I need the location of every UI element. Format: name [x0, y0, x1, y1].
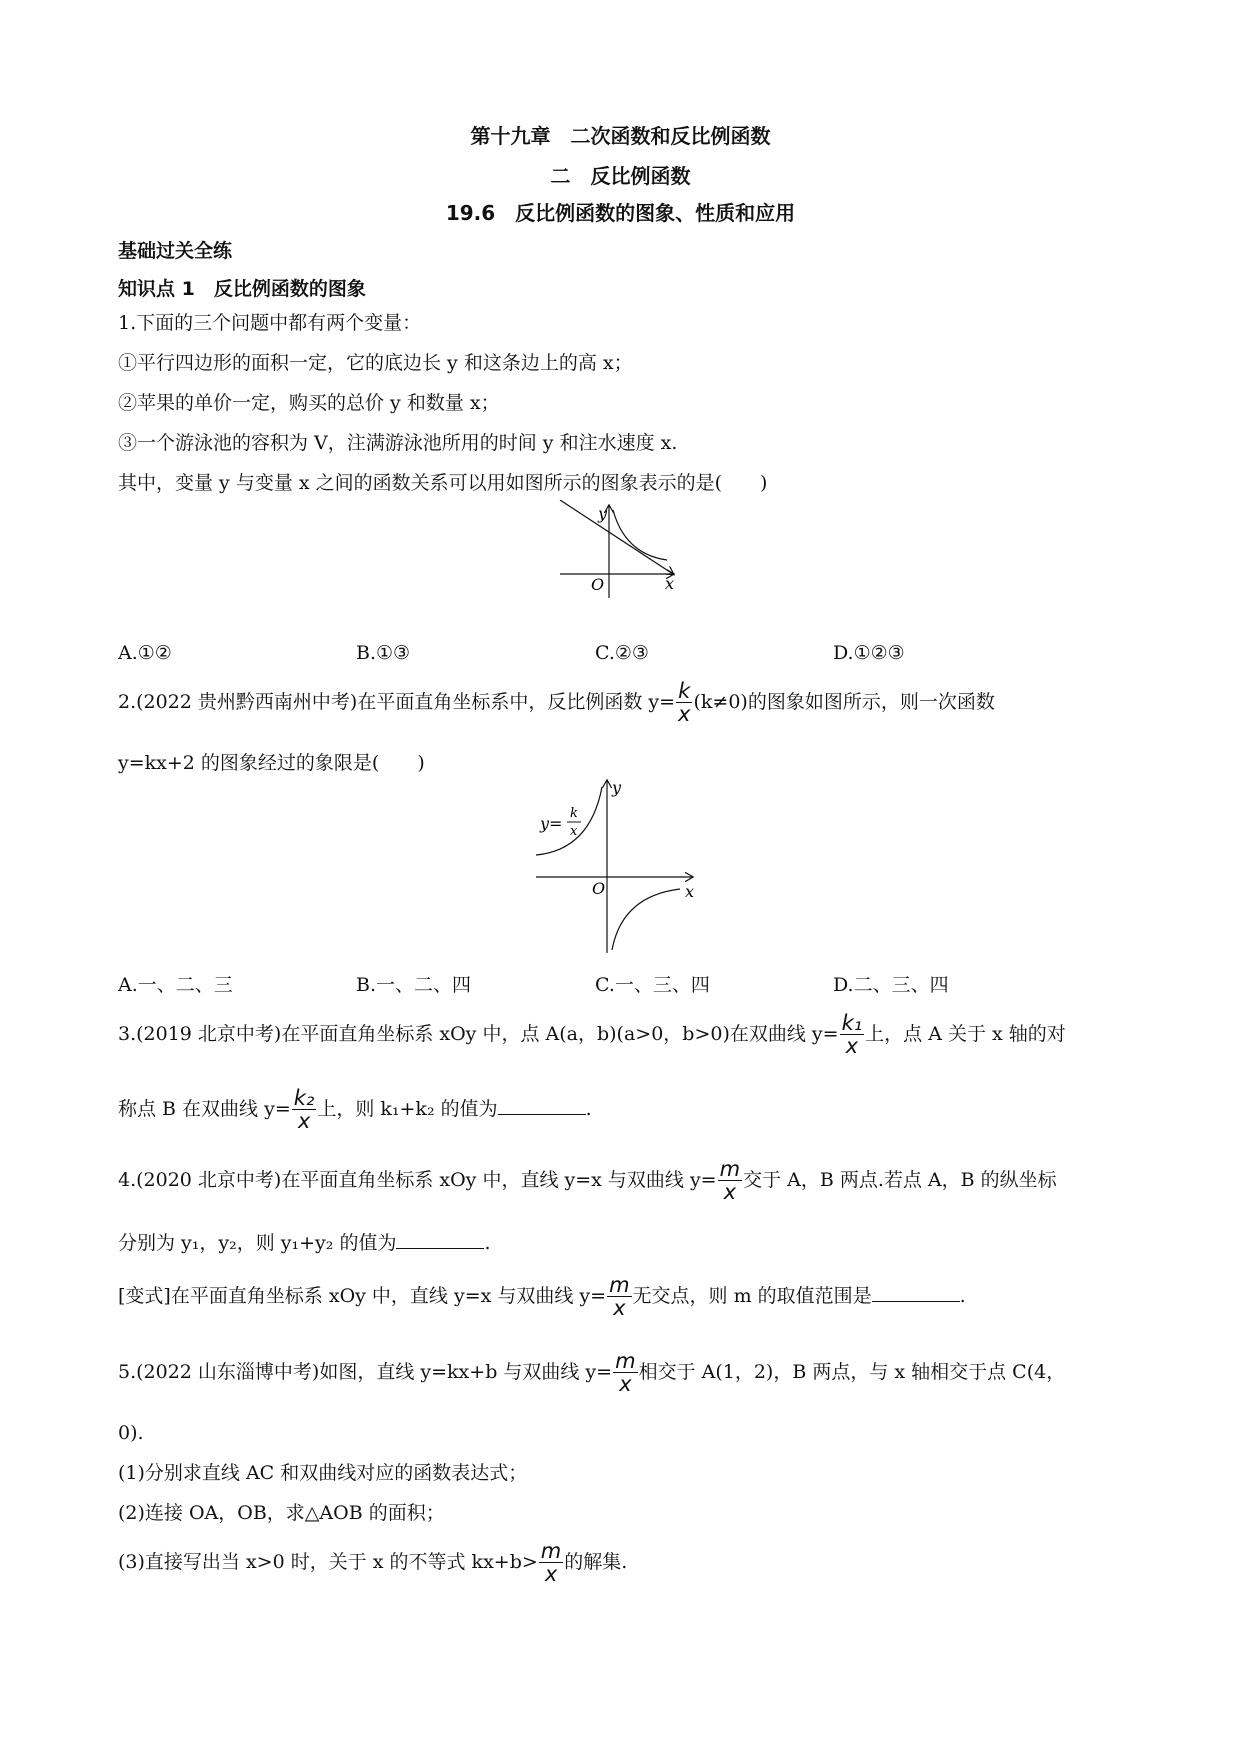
q4-line-1-before: 4.(2020 北京中考)在平面直角坐标系 xOy 中，直线 y=x 与双曲线 y= [118, 1169, 717, 1192]
q5-frac-num: m [615, 1349, 636, 1373]
q5-line-1-before: 5.(2022 山东淄博中考)如图，直线 y=kx+b 与双曲线 y= [118, 1361, 613, 1384]
q5-sub-2: (2)连接 OA，OB，求△AOB 的面积； [118, 1502, 445, 1524]
q2-origin-label: O [592, 879, 606, 898]
q4-line-2-end: . [484, 1232, 491, 1254]
q2-line-1 [118, 680, 995, 726]
q5-sub-3-before: (3)直接写出当 x>0 时，关于 x 的不等式 kx+b> [118, 1551, 538, 1574]
variant-end: . [959, 1285, 966, 1308]
q5-frac-den: x [619, 1372, 632, 1397]
q5-line-2: 0). [118, 1422, 144, 1444]
q3-line-2-after: 上，则 k₁+k₂ 的值为 [317, 1098, 498, 1121]
q5-line-1 [118, 1350, 1065, 1396]
q5-sub-1: (1)分别求直线 AC 和双曲线对应的函数表达式； [118, 1462, 528, 1484]
q4-answer-blank[interactable] [396, 1234, 484, 1249]
q5-sub3-fraction [539, 1540, 563, 1586]
q5-fraction [613, 1350, 637, 1396]
variant-line [118, 1274, 966, 1320]
q1-question: 其中，变量 y 与变量 x 之间的函数关系可以用如图所示的图象表示的是( ) [118, 472, 768, 494]
q2-choice-b[interactable]: B.一、二、四 [356, 974, 472, 996]
practice-heading: 基础过关全练 [118, 240, 233, 262]
knowledge-point-heading: 知识点 1 反比例函数的图象 [118, 278, 366, 300]
q2-curve-label-num: k [570, 806, 578, 821]
q2-curve-label-den: x [570, 824, 578, 839]
section-title: 二 反比例函数 [550, 164, 691, 188]
q1-item-1: ①平行四边形的面积一定，它的底边长 y 和这条边上的高 x； [118, 352, 633, 374]
q4-line-1-after: 交于 A，B 两点.若点 A，B 的纵坐标 [743, 1169, 1057, 1192]
q4-frac-num: m [719, 1157, 741, 1181]
q1-origin-label: O [591, 575, 605, 594]
q1-item-2: ②苹果的单价一定，购买的总价 y 和数量 x； [118, 392, 500, 414]
q1-choice-c[interactable]: C.②③ [595, 642, 649, 664]
q4-line-1 [118, 1158, 1057, 1204]
q2-line-2: y=kx+2 的图象经过的象限是( ) [118, 752, 425, 774]
q2-frac-den: x [678, 702, 691, 727]
q5-sub-3 [118, 1540, 627, 1586]
q2-choice-d[interactable]: D.二、三、四 [833, 974, 949, 996]
lesson-title: 19.6 反比例函数的图象、性质和应用 [445, 201, 796, 225]
q3-frac2-den: x [297, 1109, 311, 1134]
q5-sub-3-after: 的解集. [564, 1551, 628, 1574]
q3-frac1-num: k₁ [841, 1011, 863, 1035]
q2-fraction [676, 680, 692, 726]
q5-line-1-after: 相交于 A(1，2)，B 两点，与 x 轴相交于点 C(4， [638, 1361, 1066, 1384]
variant-frac-num: m [609, 1273, 630, 1297]
q2-y-label: y [612, 778, 622, 797]
q3-frac2-num: k₂ [293, 1086, 315, 1110]
variant-before: [变式]在平面直角坐标系 xOy 中，直线 y=x 与双曲线 y= [118, 1285, 607, 1308]
q1-choice-b[interactable]: B.①③ [356, 642, 411, 664]
q3-line-1-before: 3.(2019 北京中考)在平面直角坐标系 xOy 中，点 A(a，b)(a>0，b>0)在双曲线 y= [118, 1023, 839, 1046]
q3-line-2-end: . [585, 1098, 592, 1121]
q4-line-2-text: 分别为 y₁，y₂，则 y₁+y₂ 的值为 [118, 1232, 397, 1254]
q4-fraction [718, 1158, 742, 1204]
q3-frac1-den: x [845, 1034, 859, 1059]
q5-sub3-frac-num: m [540, 1539, 562, 1563]
q1-x-label: x [665, 574, 675, 593]
q4-frac-den: x [723, 1180, 737, 1205]
q3-line-2 [118, 1087, 592, 1133]
q2-line-1-before: 2.(2022 贵州黔西南州中考)在平面直角坐标系中，反比例函数 y= [118, 691, 676, 714]
q2-curve-lower-right [612, 889, 680, 950]
q3-line-2-before: 称点 B 在双曲线 y= [118, 1098, 291, 1121]
q3-fraction-2 [292, 1087, 317, 1133]
chapter-title: 第十九章 二次函数和反比例函数 [470, 124, 771, 148]
q3-line-1 [118, 1012, 1066, 1058]
q2-curve-label: y= [540, 814, 563, 833]
q3-line-1-after: 上，点 A 关于 x 轴的对 [865, 1023, 1066, 1046]
q1-item-3: ③一个游泳池的容积为 V，注满游泳池所用的时间 y 和注水速度 x. [118, 432, 678, 454]
variant-frac-den: x [613, 1296, 626, 1321]
q5-sub3-frac-den: x [544, 1562, 558, 1587]
q2-graph [530, 775, 710, 955]
variant-after: 无交点，则 m 的取值范围是 [632, 1285, 872, 1308]
q1-y-label: y [598, 504, 608, 523]
q1-choice-a[interactable]: A.①② [118, 642, 172, 664]
variant-answer-blank[interactable] [872, 1287, 960, 1302]
q2-choice-a[interactable]: A.一、二、三 [118, 974, 233, 996]
q4-line-2 [118, 1234, 491, 1253]
q1-stem: 1.下面的三个问题中都有两个变量： [118, 312, 422, 334]
q3-fraction-1 [840, 1012, 865, 1058]
q1-choice-d[interactable]: D.①②③ [833, 642, 905, 664]
q2-choice-c[interactable]: C.一、三、四 [595, 974, 710, 996]
q3-answer-blank[interactable] [498, 1100, 586, 1115]
q1-x-axis [560, 500, 673, 574]
q2-line-1-after: (k≠0)的图象如图所示，则一次函数 [693, 691, 995, 714]
variant-fraction [607, 1274, 631, 1320]
q2-frac-num: k [676, 680, 692, 703]
q1-graph [555, 500, 685, 600]
q2-x-label: x [685, 882, 695, 901]
